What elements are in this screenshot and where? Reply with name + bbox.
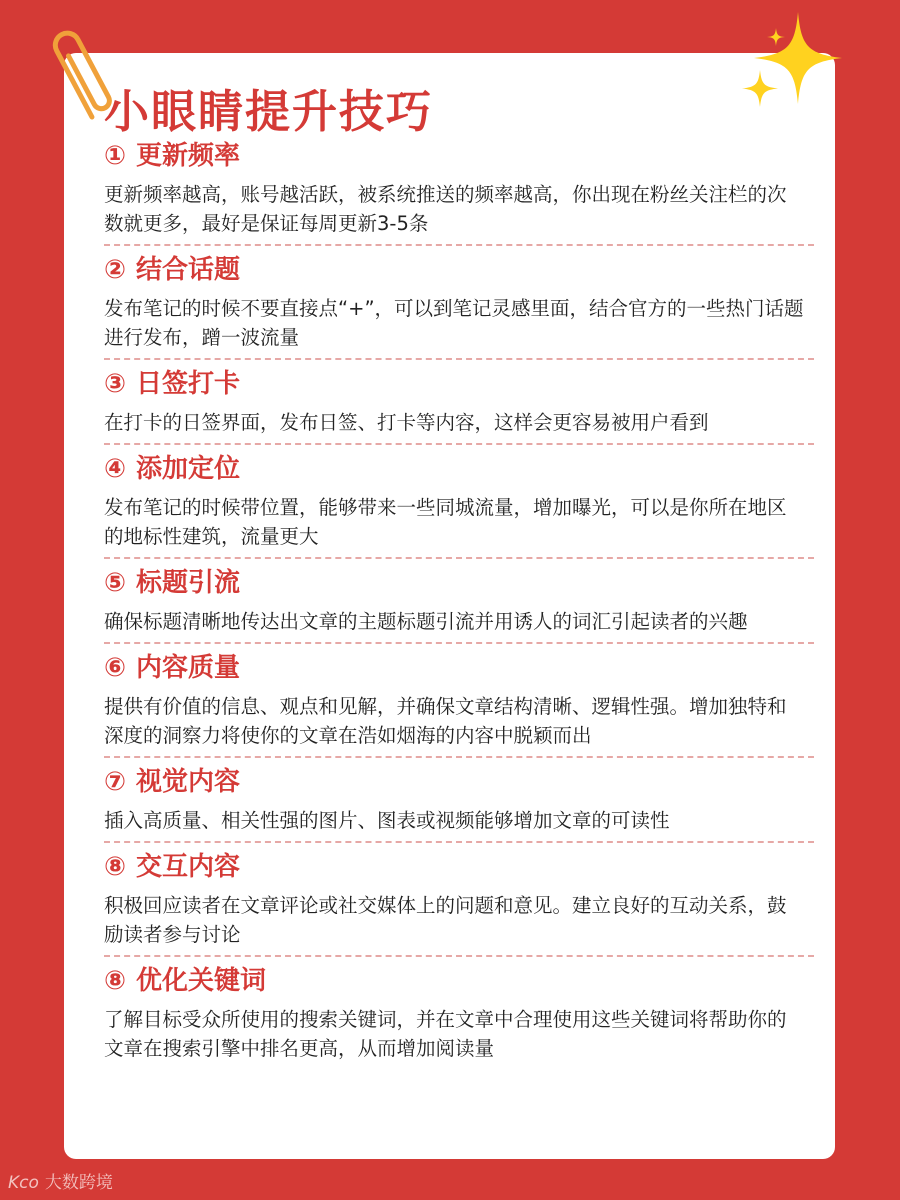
tip-heading-text: 交互内容 <box>136 852 241 882</box>
tip-heading-text: 优化关键词 <box>136 966 267 996</box>
tip-heading-text: 更新频率 <box>136 141 241 171</box>
tip-heading <box>104 366 804 402</box>
tip-heading-text: 结合话题 <box>136 255 241 285</box>
content-card <box>64 53 835 1159</box>
tip-heading-text: 标题引流 <box>136 568 241 598</box>
tip-heading-text: 视觉内容 <box>136 767 241 797</box>
tip-body: 积极回应读者在文章评论或社交媒体上的问题和意见。建立良好的互动关系，鼓励读者参与讨论 <box>104 894 787 946</box>
tip-heading-text: 添加定位 <box>136 454 241 484</box>
dashed-divider <box>104 642 814 644</box>
tip-body: 插入高质量、相关性强的图片、图表或视频能够增加文章的可读性 <box>104 809 670 832</box>
tip-heading-text: 内容质量 <box>136 653 241 683</box>
tip-item <box>104 451 804 559</box>
tip-item <box>104 849 804 957</box>
small-sparkle-icon <box>742 70 778 107</box>
paperclip-icon <box>52 22 112 132</box>
dashed-divider <box>104 244 814 246</box>
tip-number: ⑦ <box>104 767 127 797</box>
page-title: 小眼睛提升技巧 <box>104 85 434 138</box>
tip-body: 确保标题清晰地传达出文章的主题标题引流并用诱人的词汇引起读者的兴趣 <box>104 610 748 633</box>
tip-number: ⑧ <box>104 966 127 996</box>
brand-logo <box>8 1168 113 1193</box>
dashed-divider <box>104 443 814 445</box>
dashed-divider <box>104 955 814 957</box>
tip-number: ④ <box>104 454 127 484</box>
dashed-divider <box>104 841 814 843</box>
dashed-divider <box>104 557 814 559</box>
tip-body: 了解目标受众所使用的搜索关键词，并在文章中合理使用这些关键词将帮助你的文章在搜索引擎中排名更高，从而增加阅读量 <box>104 1008 787 1060</box>
tip-body: 发布笔记的时候不要直接点“+”，可以到笔记灵感里面，结合官方的一些热门话题进行发布，蹭一波流量 <box>104 297 804 349</box>
tip-item <box>104 366 804 445</box>
tip-number: ⑤ <box>104 568 127 598</box>
tip-item <box>104 565 804 644</box>
tip-heading <box>104 650 804 686</box>
tip-number: ③ <box>104 369 127 399</box>
tips-list <box>104 138 804 1077</box>
brand-logo-text: 大数跨境 <box>44 1173 113 1193</box>
tip-heading <box>104 849 804 885</box>
tip-item <box>104 650 804 758</box>
tip-item <box>104 764 804 843</box>
tip-heading-text: 日签打卡 <box>136 369 241 399</box>
tip-body: 更新频率越高，账号越活跃，被系统推送的频率越高，你出现在粉丝关注栏的次数就更多，最好是保证每周更新3-5条 <box>104 183 787 235</box>
tip-number: ① <box>104 141 127 171</box>
tip-body: 提供有价值的信息、观点和见解，并确保文章结构清晰、逻辑性强。增加独特和深度的洞察力将使你的文章在浩如烟海的内容中脱颖而出 <box>104 695 787 747</box>
tip-number: ⑥ <box>104 653 127 683</box>
tip-heading <box>104 565 804 601</box>
tip-heading <box>104 252 804 288</box>
tip-number: ② <box>104 255 127 285</box>
tip-body: 在打卡的日签界面，发布日签、打卡等内容，这样会更容易被用户看到 <box>104 411 709 434</box>
dashed-divider <box>104 756 814 758</box>
tip-number: ⑧ <box>104 852 127 882</box>
tip-body: 发布笔记的时候带位置，能够带来一些同城流量，增加曝光，可以是你所在地区的地标性建筑，流量更大 <box>104 496 787 548</box>
tip-heading <box>104 451 804 487</box>
tip-heading <box>104 963 804 999</box>
brand-logo-mark: Kco <box>8 1173 39 1193</box>
tip-item <box>104 963 804 1071</box>
tiny-sparkle-icon <box>767 28 785 46</box>
tip-heading <box>104 138 804 174</box>
tip-item <box>104 138 804 246</box>
tip-heading <box>104 764 804 800</box>
sparkle-stars-icon <box>738 8 848 118</box>
dashed-divider <box>104 358 814 360</box>
tip-item <box>104 252 804 360</box>
